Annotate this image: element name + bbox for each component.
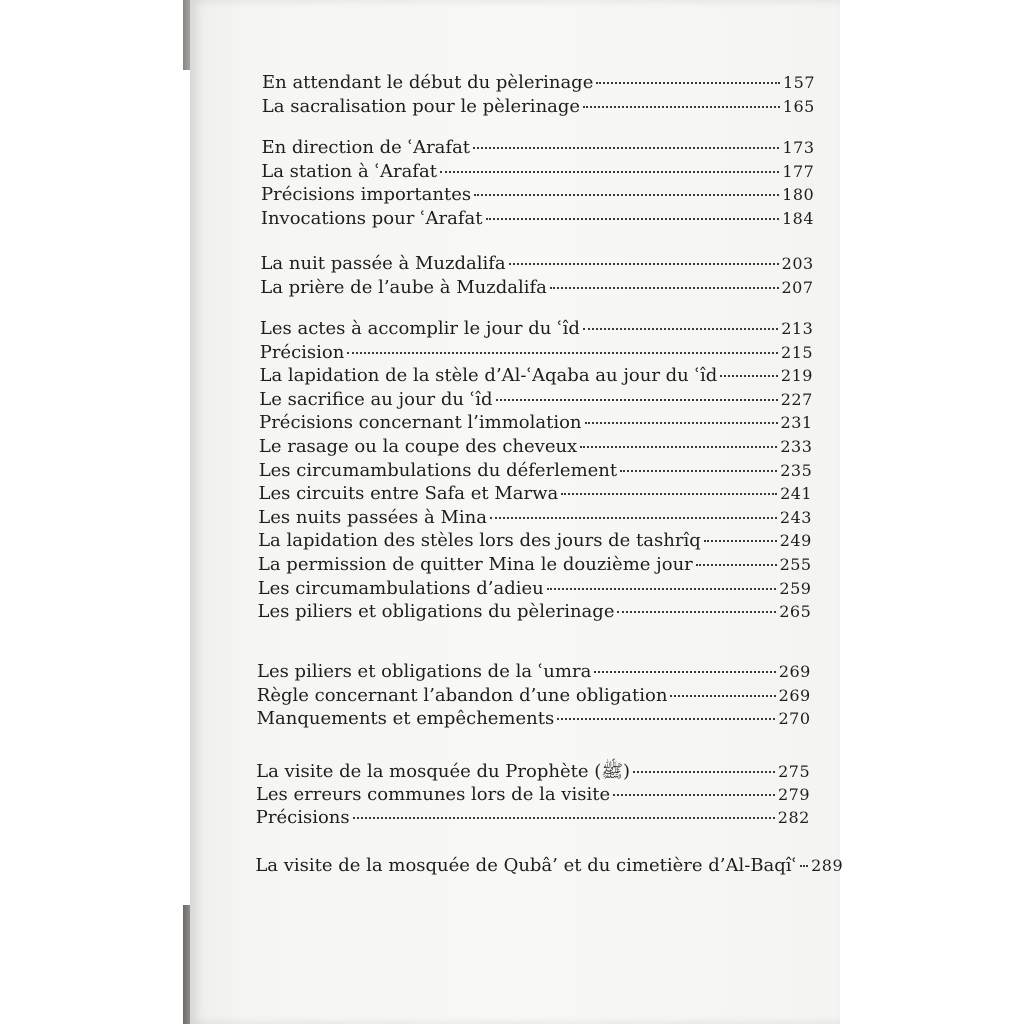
toc-entry-page-number: 180 <box>782 185 815 205</box>
toc-entry <box>261 161 814 185</box>
toc-entry-page-number: 289 <box>811 856 844 875</box>
toc-entry <box>259 389 812 413</box>
toc-entry-title: Précisions concernant l’immolation <box>259 412 582 434</box>
toc-entry-title: Invocations pour ʿArafat <box>260 207 483 229</box>
toc-entry-page-number: 165 <box>782 96 815 116</box>
toc-dot-leader <box>613 794 775 796</box>
toc-entry-page-number: 235 <box>780 460 813 480</box>
toc-entry <box>255 855 844 879</box>
toc-dot-leader <box>620 470 777 472</box>
toc-entry <box>259 412 813 436</box>
toc-entry-page-number: 207 <box>781 277 814 297</box>
toc-dot-leader <box>583 106 780 108</box>
toc-entry-title: La permission de quitter Mina le douzième jour <box>257 554 693 575</box>
toc-entry-page-number: 219 <box>780 366 813 386</box>
toc-entry-title: La nuit passée à Muzdalifa <box>260 253 506 274</box>
toc-entry-title: Le rasage ou la coupe des cheveux <box>258 436 578 457</box>
toc-entry-title: Précision <box>259 341 345 363</box>
toc-entry <box>256 760 810 784</box>
toc-entry-page-number: 270 <box>778 709 811 729</box>
toc-entry-title: La visite de la mosquée du Prophète (ﷺ) <box>256 761 631 782</box>
toc-entry-page-number: 177 <box>782 161 815 181</box>
toc-entry-page-number: 269 <box>778 662 811 681</box>
toc-entry <box>260 318 813 342</box>
toc-entry-page-number: 249 <box>779 531 812 551</box>
toc-entry-title: La lapidation de la stèle d’Al-ʿAqaba au jour du ʿîd <box>259 365 718 387</box>
toc-entry-page-number: 265 <box>779 602 812 622</box>
toc-dot-leader <box>440 171 779 173</box>
toc-entry-page-number: 213 <box>781 319 814 338</box>
toc-entry-page-number: 233 <box>780 437 813 456</box>
toc-entry <box>261 184 814 208</box>
toc-dot-leader <box>473 147 779 149</box>
toc-entry-title: Le sacrifice au jour du ʿîd <box>259 388 493 410</box>
toc-dot-leader <box>474 194 779 196</box>
toc-entry <box>258 578 812 602</box>
toc-dot-leader <box>486 218 779 220</box>
toc-dot-leader <box>585 422 778 424</box>
toc-entry-page-number: 269 <box>778 685 811 705</box>
table-of-contents <box>190 0 844 1024</box>
toc-entry <box>256 784 810 808</box>
toc-entry <box>258 530 812 554</box>
toc-dot-leader <box>670 695 775 697</box>
toc-entry <box>260 365 813 389</box>
toc-entry-page-number: 282 <box>777 808 810 828</box>
toc-entry <box>257 661 811 685</box>
toc-entry <box>259 436 813 460</box>
toc-dot-leader <box>580 446 777 448</box>
toc-entry <box>260 253 813 277</box>
toc-dot-leader <box>490 517 777 519</box>
toc-dot-leader <box>547 588 777 590</box>
toc-dot-leader <box>347 352 778 354</box>
toc-entry <box>262 96 815 120</box>
toc-entry-title: La lapidation des stèles lors des jours de tashrîq <box>258 530 701 552</box>
toc-entry-page-number: 184 <box>782 208 815 228</box>
toc-dot-leader <box>353 817 775 819</box>
toc-dot-leader <box>696 564 777 566</box>
toc-entry <box>257 708 811 732</box>
toc-entry-title: En attendant le début du pèlerinage <box>262 72 594 93</box>
toc-entry-page-number: 255 <box>779 555 812 574</box>
toc-entry-page-number: 275 <box>778 762 811 781</box>
toc-entry-title: La prière de l’aube à Muzdalifa <box>260 276 547 298</box>
toc-dot-leader <box>594 671 776 673</box>
toc-entry-title: Règle concernant l’abandon d’une obligation <box>256 684 668 706</box>
toc-entry <box>259 460 813 484</box>
toc-entry-page-number: 227 <box>780 389 813 409</box>
toc-entry-title: Les circumambulations du déferlement <box>258 459 618 481</box>
toc-entry <box>258 507 812 531</box>
toc-entry-title: Manquements et empêchements <box>256 708 555 730</box>
toc-entry-title: Les erreurs communes lors de la visite <box>255 783 611 805</box>
toc-entry-title: La station à ʿArafat <box>261 160 437 182</box>
toc-entry-page-number: 241 <box>780 484 813 504</box>
toc-entry-title: Les circumambulations d’adieu <box>257 577 544 599</box>
toc-entry <box>261 137 814 161</box>
toc-entry-page-number: 259 <box>779 578 812 598</box>
toc-entry-title: Les piliers et obligations de la ʿumra <box>256 661 592 682</box>
toc-entry-page-number: 157 <box>782 73 815 92</box>
toc-entry-title: Précisions <box>255 807 350 829</box>
toc-dot-leader <box>557 718 775 720</box>
toc-dot-leader <box>583 328 778 330</box>
toc-entry <box>256 807 810 831</box>
toc-entry-page-number: 173 <box>782 138 815 157</box>
toc-entry-title: La sacralisation pour le pèlerinage <box>261 95 581 117</box>
toc-dot-leader <box>509 263 779 265</box>
toc-entry <box>258 554 812 578</box>
toc-entry <box>260 277 813 301</box>
toc-dot-leader <box>800 865 808 867</box>
toc-entry-title: Les nuits passées à Mina <box>258 506 487 528</box>
toc-dot-leader <box>561 493 777 495</box>
toc-entry-title: Les piliers et obligations du pèlerinage <box>257 601 615 623</box>
toc-entry <box>261 208 814 232</box>
toc-entry-title: La visite de la mosquée de Qubâ’ et du cimetière d’Al-Baqîʿ <box>255 855 798 876</box>
toc-entry-page-number: 279 <box>777 784 810 804</box>
toc-dot-leader <box>633 771 775 773</box>
toc-entry-title: Précisions importantes <box>261 184 472 206</box>
toc-dot-leader <box>596 82 780 84</box>
toc-dot-leader <box>720 375 778 377</box>
toc-entry-title: Les actes à accomplir le jour du ʿîd <box>259 318 580 339</box>
toc-dot-leader <box>550 287 779 289</box>
toc-entry <box>260 342 813 366</box>
toc-entry-page-number: 231 <box>780 413 813 433</box>
toc-entry-page-number: 215 <box>781 342 814 362</box>
toc-entry-title: Les circuits entre Safa et Marwa <box>258 483 559 505</box>
toc-dot-leader <box>496 399 778 401</box>
toc-entry <box>259 483 813 507</box>
toc-dot-leader <box>704 540 777 542</box>
toc-dot-leader <box>617 611 776 613</box>
toc-entry-page-number: 203 <box>781 254 814 273</box>
toc-entry <box>257 685 811 709</box>
book-page <box>190 0 844 1024</box>
toc-entry-page-number: 243 <box>779 507 812 527</box>
toc-entry-title: En direction de ʿArafat <box>261 137 471 158</box>
toc-entry <box>258 601 812 625</box>
toc-entry <box>262 72 815 96</box>
